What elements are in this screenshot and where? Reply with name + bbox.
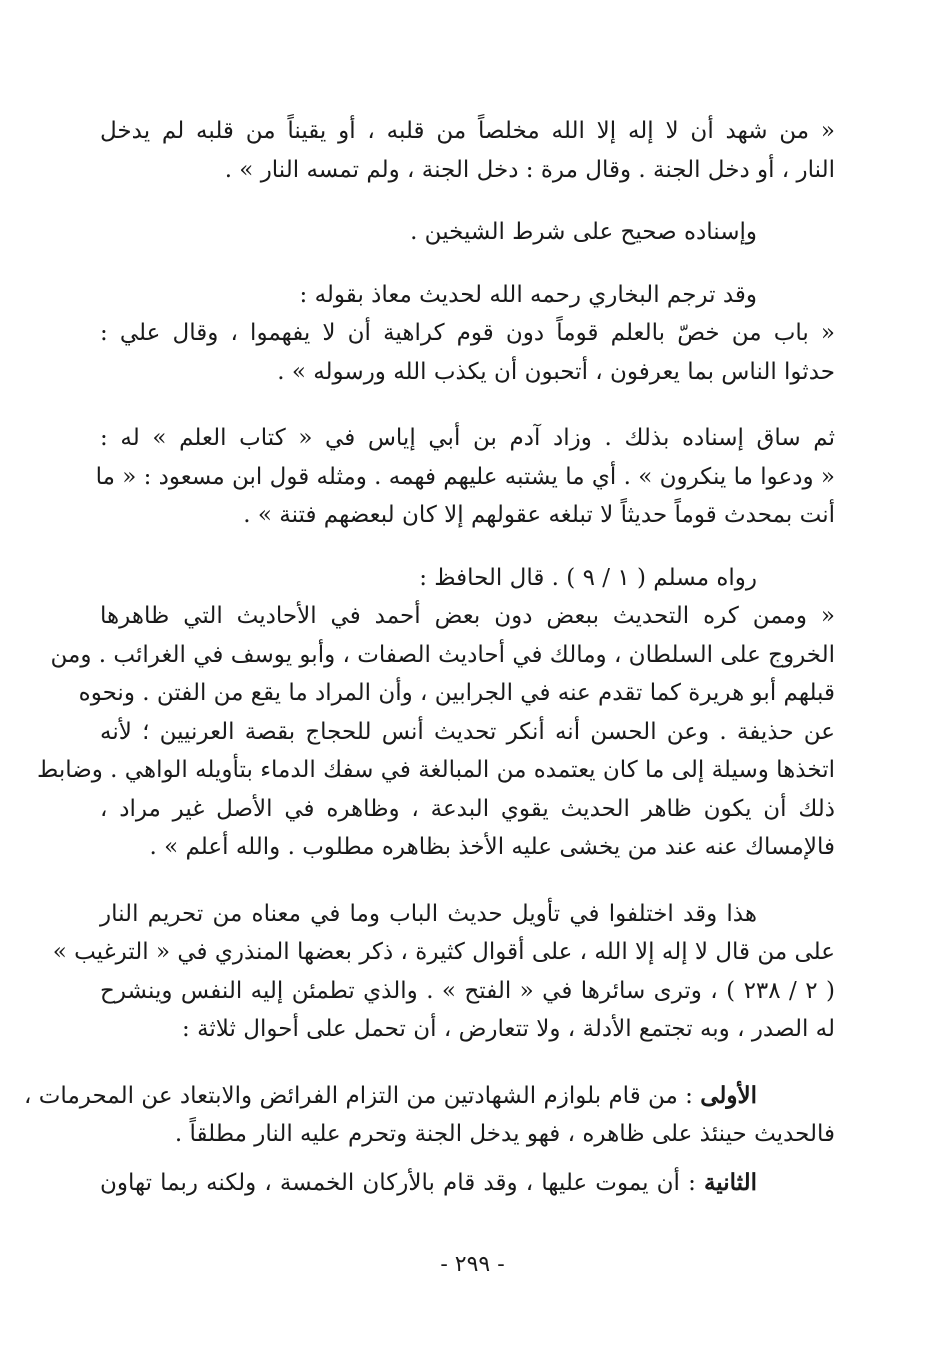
text-line: وقد ترجم البخاري رحمه الله لحديث معاذ بقوله : (299, 281, 757, 308)
text-line: ثم ساق إسناده بذلك . وزاد آدم بن أبي إياس في « كتاب العلم » له : (100, 425, 835, 451)
paragraph-interpretations (52, 895, 835, 1049)
text-line (24, 1077, 835, 1116)
text-line: « وممن كره التحديث ببعض دون بعض أحمد في الأحاديث التي ظاهرها (100, 603, 835, 629)
text-line: له الصدر ، وبه تجتمع الأدلة ، ولا تتعارض ، أن تحمل على أحوال ثلاثة : (182, 1016, 835, 1042)
paragraph-second-case (100, 1164, 835, 1203)
text-line: على من قال لا إله إلا الله ، على أقوال كثيرة ، ذكر بعضها المنذري في « الترغيب » (52, 939, 835, 965)
paragraph-hadith-quote (100, 112, 835, 189)
paragraph-isnad-note (100, 213, 835, 252)
text-line: النار ، أو دخل الجنة . وقال مرة : دخل الجنة ، ولم تمسه النار » . (224, 156, 835, 183)
page-number: - ٢٩٩ - (440, 1252, 505, 1277)
text-line: وإسناده صحيح على شرط الشيخين . (410, 219, 757, 245)
text-line: « باب من خصّ بالعلم قوماً دون قوم كراهية أن لا يفهموا ، وقال علي : (100, 320, 835, 346)
text-line: ( ٢ / ٢٣٨ ) ، وترى سائرها في « الفتح » . والذي تطمئن إليه النفس وينشرح (100, 977, 835, 1004)
text-line: قبلهم أبو هريرة كما تقدم عنه في الجرابين ، وأن المراد ما يقع من الفتن . ونحوه (78, 680, 835, 706)
text-line: فالحديث حينئذ على ظاهره ، فهو يدخل الجنة وتحرم عليه النار مطلقاً . (174, 1121, 835, 1147)
paragraph-bukhari-intro (100, 276, 835, 315)
text-span: : أن يموت عليها ، وقد قام بالأركان الخمسة ، ولكنه ربما تهاون (100, 1169, 704, 1196)
text-line: أنت بمحدث قوماً حديثاً لا تبلغه عقولهم إلا كان لبعضهم فتنة » . (243, 502, 835, 528)
case-label-second: الثانية (703, 1168, 757, 1196)
text-line: ذلك أن يكون ظاهر الحديث يقوي البدعة ، وظاهره في الأصل غير مراد ، (100, 795, 835, 822)
case-label-first: الأولى (700, 1081, 757, 1109)
text-line: « ودعوا ما ينكرون » . أي ما يشتبه عليهم فهمه . ومثله قول ابن مسعود : « ما (95, 463, 835, 490)
page-body (24, 112, 835, 1202)
paragraph-muslim-reference (100, 559, 835, 598)
text-line: فالإمساك عنه عند من يخشى عليه الأخذ بظاهره مطلوب . والله أعلم » . (149, 834, 835, 860)
text-line: رواه مسلم ( ١ / ٩ ) . قال الحافظ : (419, 564, 757, 591)
text-line (100, 1164, 835, 1203)
paragraph-first-case (24, 1077, 835, 1154)
text-span: : من قام بلوازم الشهادتين من التزام الفرائض والابتعاد عن المحرمات ، (24, 1082, 701, 1109)
text-line: هذا وقد اختلفوا في تأويل حديث الباب وما في معناه من تحريم النار (100, 900, 757, 927)
text-line: الخروج على السلطان ، ومالك في أحاديث الصفات ، وأبو يوسف في الغرائب . ومن (50, 641, 835, 668)
text-line: اتخذها وسيلة إلى ما كان يعتمده من المبالغة في سفك الدماء بتأويله الواهي . وضابط (36, 757, 835, 783)
text-line: حدثوا الناس بما يعرفون ، أتحبون أن يكذب الله ورسوله » . (277, 358, 835, 385)
paragraph-adam-addition (95, 419, 835, 535)
text-line: « من شهد أن لا إله إلا الله مخلصاً من قلبه ، أو يقيناً من قلبه لم يدخل (100, 118, 835, 144)
text-line: عن حذيفة . وعن الحسن أنه أنكر تحديث أنس للحجاج بقصة العرنيين ؛ لأنه (100, 718, 835, 745)
paragraph-hafiz-quote (36, 597, 835, 867)
paragraph-bukhari-chapter (100, 314, 835, 391)
